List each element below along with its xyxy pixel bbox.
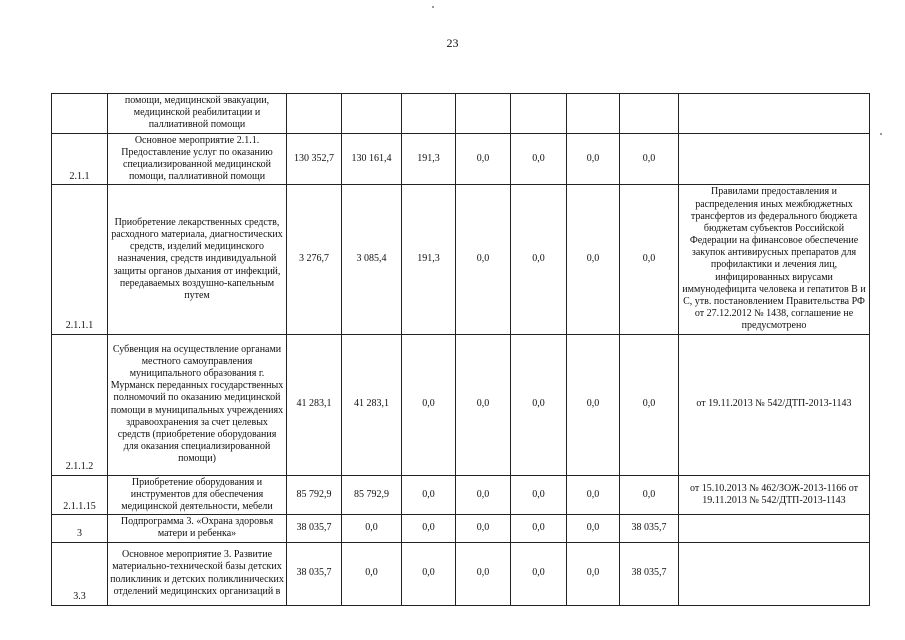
value-cell: 0,0 <box>456 133 511 185</box>
row-note <box>679 94 870 134</box>
scan-speck <box>432 6 434 8</box>
value-cell <box>456 94 511 134</box>
value-cell: 0,0 <box>456 185 511 334</box>
value-cell <box>402 94 456 134</box>
value-cell: 0,0 <box>620 185 679 334</box>
value-cell <box>567 94 620 134</box>
value-cell: 0,0 <box>620 334 679 475</box>
table-row <box>52 185 870 334</box>
scan-speck <box>880 133 882 135</box>
value-cell: 0,0 <box>342 542 402 605</box>
row-description: помощи, медицинской эвакуации, медицинской реабилитации и паллиативной помощи <box>108 94 287 134</box>
value-cell: 0,0 <box>456 334 511 475</box>
row-note <box>679 133 870 185</box>
value-cell: 0,0 <box>567 515 620 542</box>
value-cell: 0,0 <box>620 133 679 185</box>
row-code: 2.1.1.15 <box>52 475 108 515</box>
page-number: 23 <box>446 36 459 50</box>
value-cell: 41 283,1 <box>342 334 402 475</box>
row-note <box>679 515 870 542</box>
value-cell: 0,0 <box>342 515 402 542</box>
row-note: Правилами предоставления и распределения иных межбюджетных трансфертов из федерального бюджета бюджетам субъектов Российской Федерации на финансовое обеспечение закупок антивирусных препаратов для профилактики и лечения лиц, инфицированных вирусами иммунодефицита человека и гепатитов В и С, утв. постановлением Правительства РФ от 27.12.2012 № 1438, соглашение не предусмотрено <box>679 185 870 334</box>
table-row <box>52 94 870 134</box>
value-cell: 38 035,7 <box>287 542 342 605</box>
row-description: Подпрограмма 3. «Охрана здоровья матери и ребенка» <box>108 515 287 542</box>
table-row <box>52 475 870 515</box>
row-note: от 15.10.2013 № 462/ЗОЖ-2013-1166 от 19.11.2013 № 542/ДТП-2013-1143 <box>679 475 870 515</box>
table-row <box>52 133 870 185</box>
row-code: 3 <box>52 515 108 542</box>
value-cell <box>511 94 567 134</box>
value-cell: 3 085,4 <box>342 185 402 334</box>
value-cell: 130 352,7 <box>287 133 342 185</box>
value-cell: 38 035,7 <box>287 515 342 542</box>
value-cell: 0,0 <box>402 334 456 475</box>
value-cell <box>287 94 342 134</box>
row-code: 3.3 <box>52 542 108 605</box>
value-cell: 85 792,9 <box>342 475 402 515</box>
value-cell: 0,0 <box>567 475 620 515</box>
value-cell: 0,0 <box>402 542 456 605</box>
value-cell: 0,0 <box>511 542 567 605</box>
value-cell: 85 792,9 <box>287 475 342 515</box>
value-cell: 0,0 <box>567 185 620 334</box>
value-cell: 0,0 <box>511 185 567 334</box>
value-cell: 0,0 <box>402 475 456 515</box>
value-cell: 0,0 <box>620 475 679 515</box>
value-cell: 0,0 <box>567 542 620 605</box>
value-cell: 0,0 <box>456 515 511 542</box>
value-cell <box>342 94 402 134</box>
value-cell: 0,0 <box>511 475 567 515</box>
value-cell: 0,0 <box>567 133 620 185</box>
row-code: 2.1.1.2 <box>52 334 108 475</box>
value-cell: 191,3 <box>402 185 456 334</box>
value-cell: 38 035,7 <box>620 542 679 605</box>
row-note: от 19.11.2013 № 542/ДТП-2013-1143 <box>679 334 870 475</box>
row-description: Приобретение оборудования и инструментов для обеспечения медицинской деятельности, мебели <box>108 475 287 515</box>
value-cell: 130 161,4 <box>342 133 402 185</box>
row-code: 2.1.1.1 <box>52 185 108 334</box>
value-cell: 0,0 <box>511 133 567 185</box>
row-description: Основное мероприятие 3. Развитие материально-технической базы детских поликлиник и детских поликлинических отделений медицинских организаций в <box>108 542 287 605</box>
row-note <box>679 542 870 605</box>
row-code: 2.1.1 <box>52 133 108 185</box>
table-row <box>52 515 870 542</box>
row-description: Субвенция на осуществление органами местного самоуправления муниципального образования г. Мурманск переданных государственных полномочий по оказанию медицинской помощи в муниципальных учреждениях здравоохранения за счет целевых средств (приобретение оборудования для оказания специализированной помощи) <box>108 334 287 475</box>
value-cell: 0,0 <box>456 475 511 515</box>
value-cell: 0,0 <box>511 515 567 542</box>
value-cell: 3 276,7 <box>287 185 342 334</box>
budget-table <box>51 93 870 606</box>
value-cell: 0,0 <box>456 542 511 605</box>
value-cell: 191,3 <box>402 133 456 185</box>
value-cell: 41 283,1 <box>287 334 342 475</box>
table-row <box>52 334 870 475</box>
row-code <box>52 94 108 134</box>
value-cell <box>620 94 679 134</box>
value-cell: 38 035,7 <box>620 515 679 542</box>
table-row <box>52 542 870 605</box>
row-description: Основное мероприятие 2.1.1. Предоставление услуг по оказанию специализированной медицинской помощи, паллиативной помощи <box>108 133 287 185</box>
value-cell: 0,0 <box>567 334 620 475</box>
value-cell: 0,0 <box>511 334 567 475</box>
value-cell: 0,0 <box>402 515 456 542</box>
row-description: Приобретение лекарственных средств, расходного материала, диагностических средств, изделий медицинского назначения, средств индивидуальной защиты органов дыхания от инфекций, передаваемых воздушно-капельным путем <box>108 185 287 334</box>
